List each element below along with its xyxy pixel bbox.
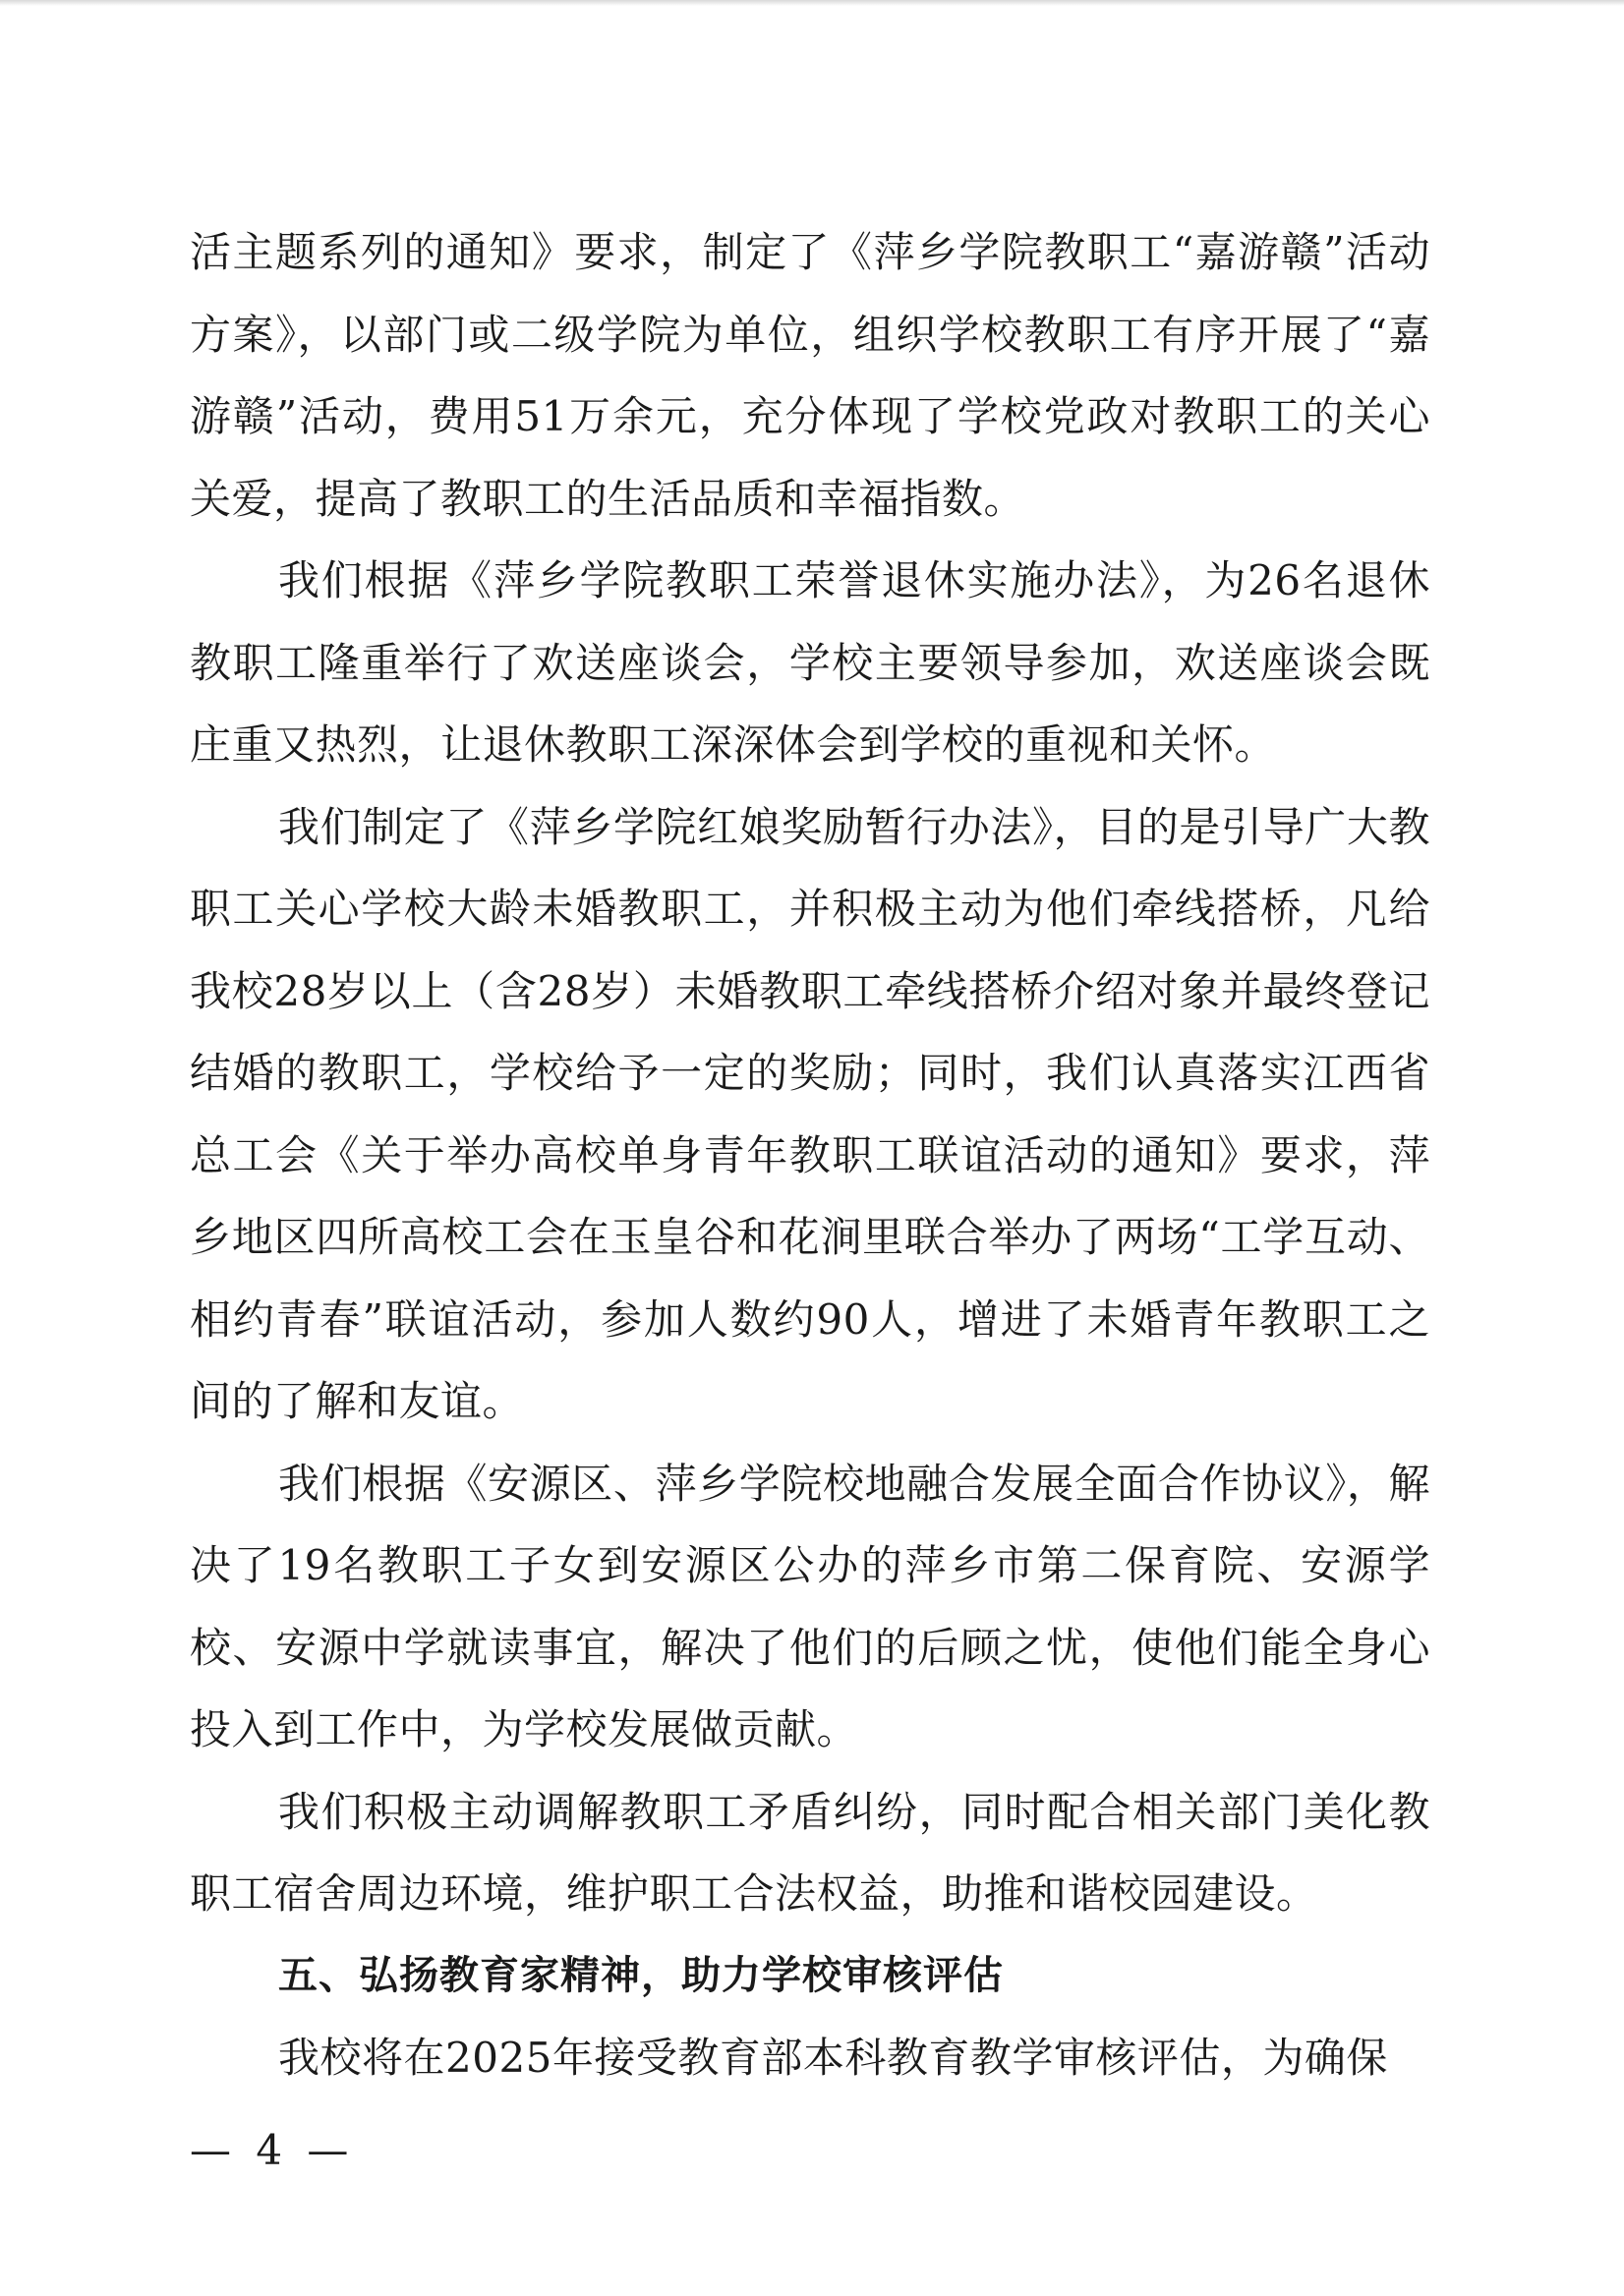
document-body (190, 211, 1430, 2099)
paragraph-dispute-mediation: 我们积极主动调解教职工矛盾纠纷，同时配合相关部门美化教职工宿舍周边环境，维护职工合法权益，助推和谐校园建设。 (190, 1787, 1430, 1918)
scan-edge (0, 0, 1624, 6)
paragraph-retirement: 我们根据《萍乡学院教职工荣誉退休实施办法》，为26名退休教职工隆重举行了欢送座谈会，学校主要领导参加，欢送座谈会既庄重又热烈，让退休教职工深深体会到学校的重视和关怀。 (190, 556, 1430, 769)
paragraph-children-schooling: 我们根据《安源区、萍乡学院校地融合发展全面合作协议》，解决了19名教职工子女到安源区公办的萍乡市第二保育院、安源学校、安源中学就读事宜，解决了他们的后顾之忧，使他们能全身心投入到工作中，为学校发展做贡献。 (190, 1459, 1430, 1753)
page-number: — 4 — (190, 2126, 355, 2174)
paragraph-matchmaking: 我们制定了《萍乡学院红娘奖励暂行办法》，目的是引导广大教职工关心学校大龄未婚教职工，并积极主动为他们牵线搭桥，凡给我校28岁以上（含28岁）未婚教职工牵线搭桥介绍对象并最终登记结婚的教职工，学校给予一定的奖励；同时，我们认真落实江西省总工会《关于举办高校单身青年教职工联谊活动的通知》要求，萍乡地区四所高校工会在玉皇谷和花涧里联合举办了两场“工学互动、相约青春”联谊活动，参加人数约90人，增进了未婚青年教职工之间的了解和友谊。 (190, 802, 1430, 1425)
paragraph-audit-evaluation: 我校将在2025年接受教育部本科教育教学审核评估，为确保 (278, 2034, 1388, 2082)
section-heading: 五、弘扬教育家精神，助力学校审核评估 (278, 1952, 1004, 1998)
paragraph-activity-plan: 活主题系列的通知》要求，制定了《萍乡学院教职工“嘉游赣”活动方案》，以部门或二级学院为单位，组织学校教职工有序开展了“嘉游赣”活动，费用51万余元，充分体现了学校党政对教职工的关心关爱，提高了教职工的生活品质和幸福指数。 (190, 228, 1430, 523)
